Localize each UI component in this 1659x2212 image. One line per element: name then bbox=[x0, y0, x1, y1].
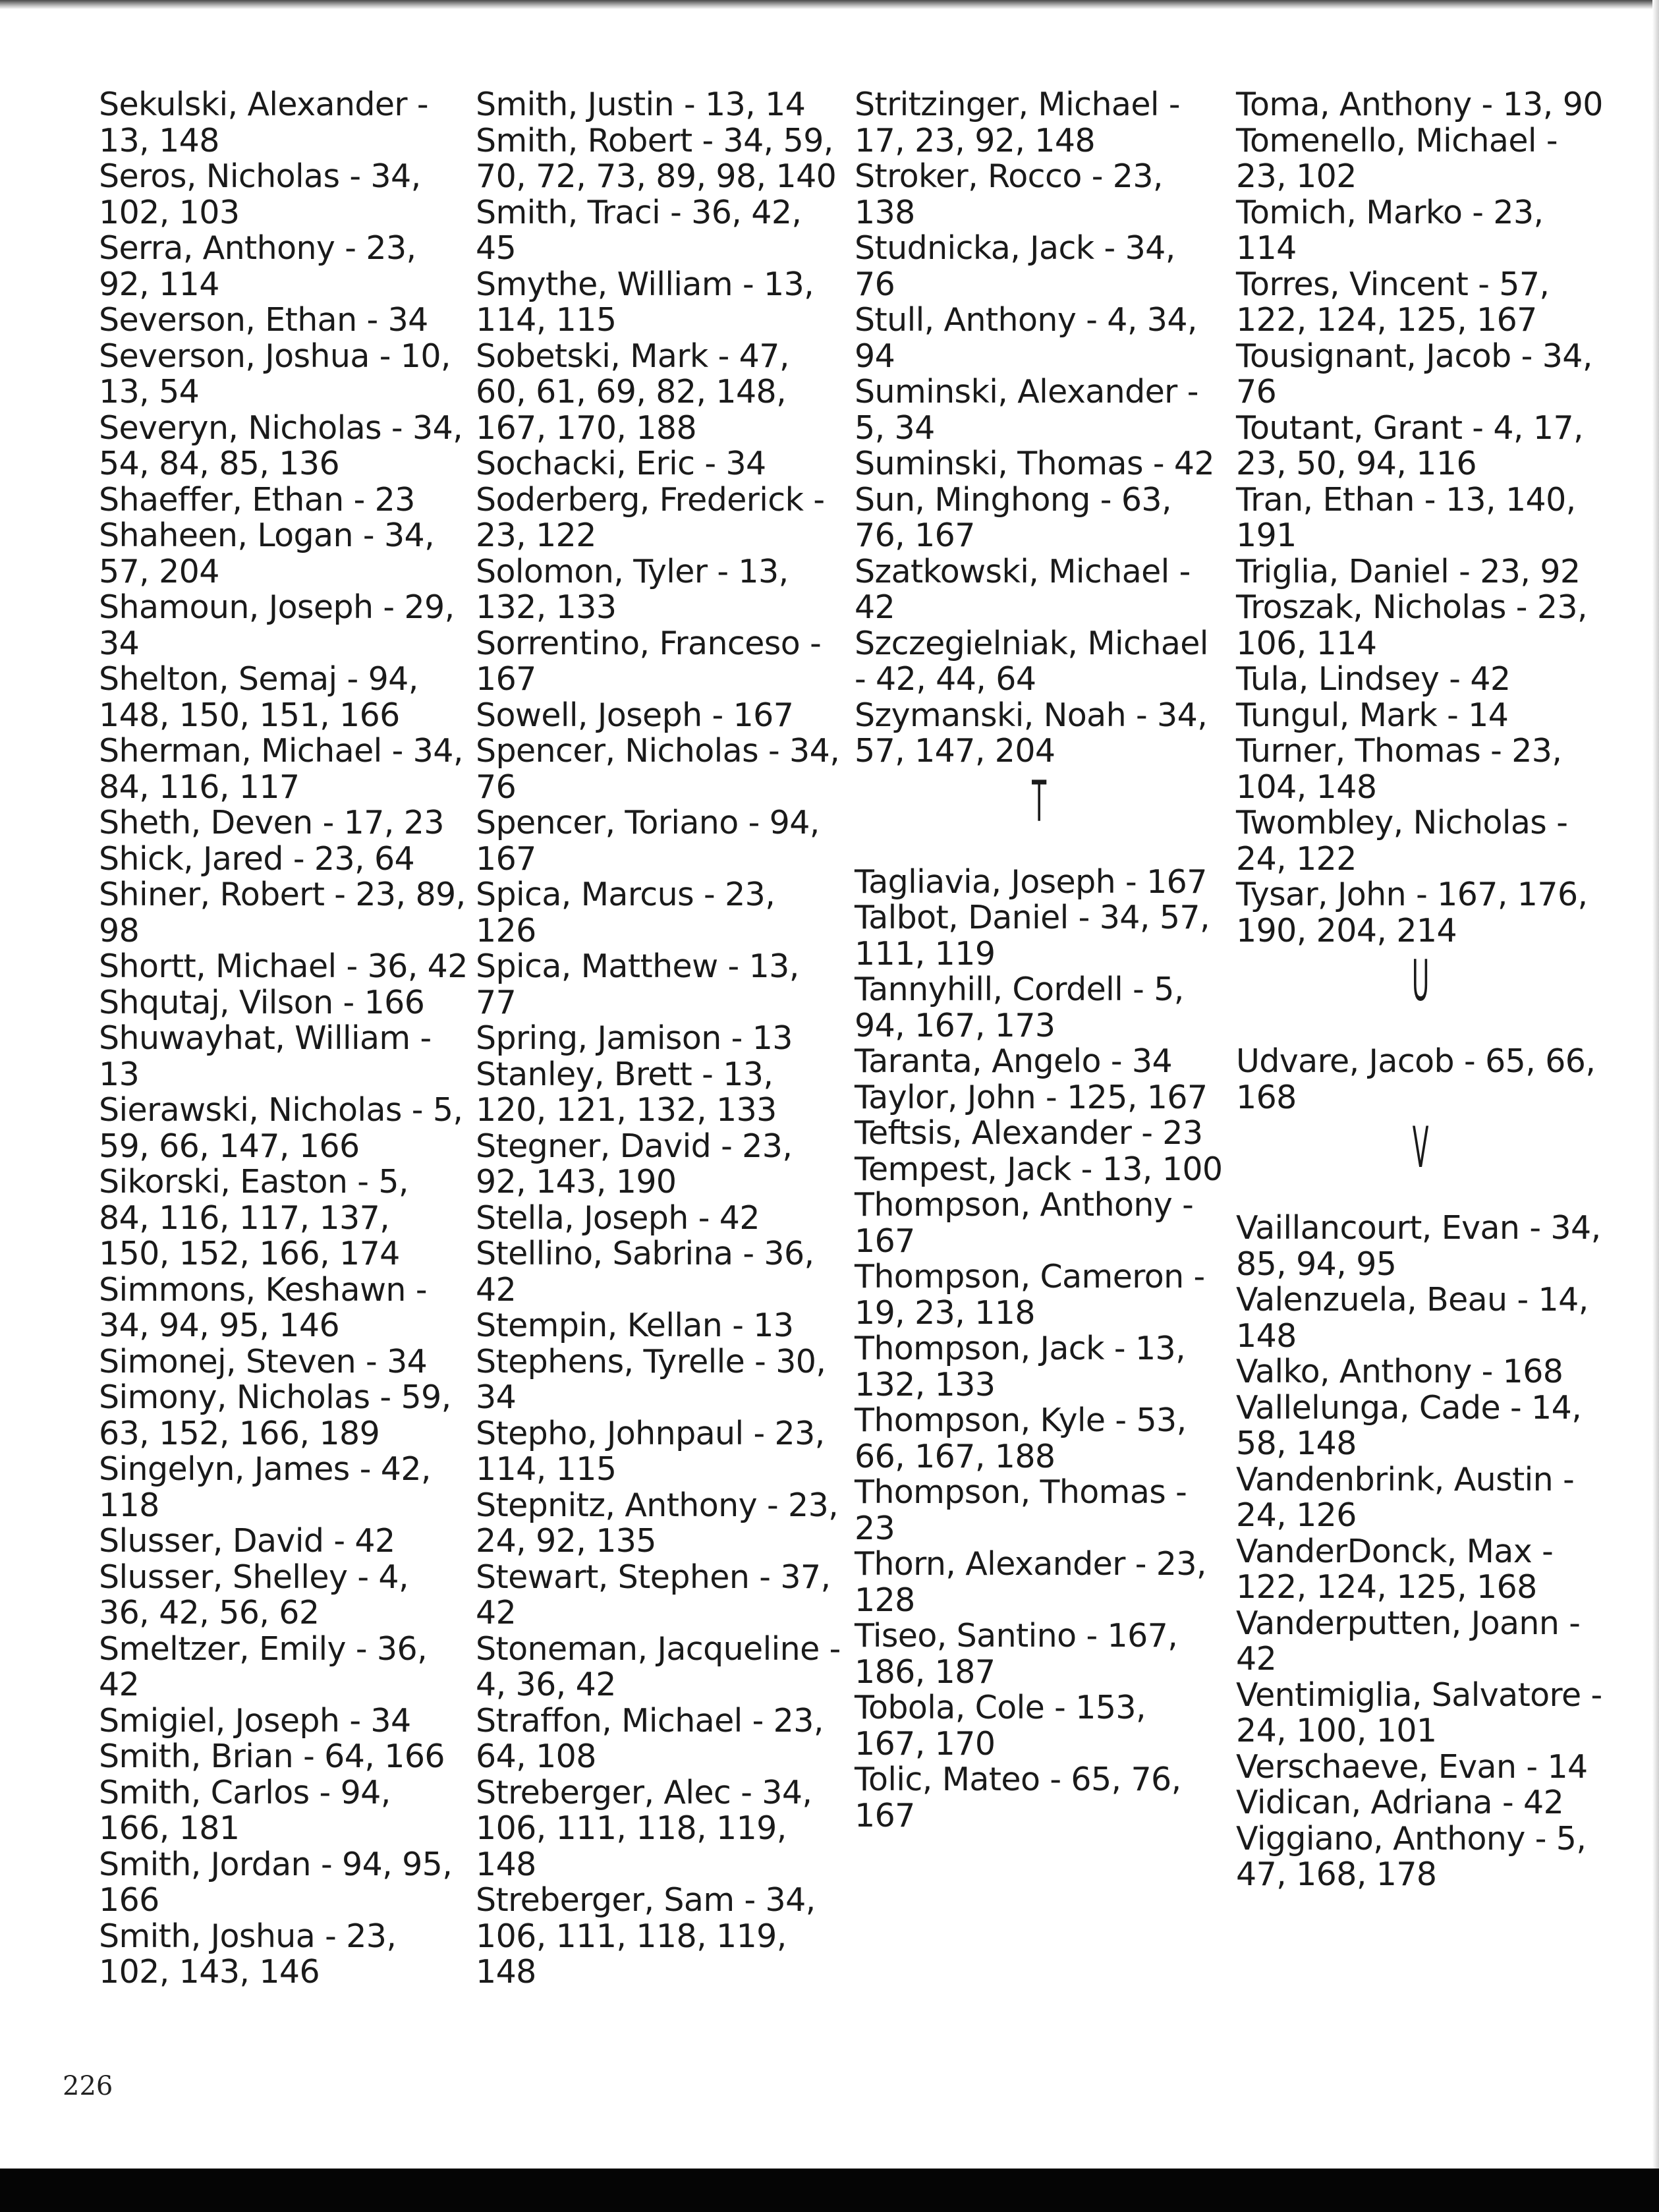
index-entry: Szatkowski, Michael - 42 bbox=[855, 552, 1191, 626]
index-entry: Tempest, Jack - 13, 100 bbox=[855, 1150, 1223, 1188]
index-list-t bbox=[855, 865, 1223, 1834]
index-entry: Thompson, Cameron - 19, 23, 118 bbox=[855, 1258, 1205, 1332]
index-entry: Tomenello, Michael - 23, 102 bbox=[1236, 121, 1558, 195]
index-entry: Ventimiglia, Salvatore - 24, 100, 101 bbox=[1236, 1676, 1602, 1749]
index-entry: Slusser, Shelley - 4, 36, 42, 56, 62 bbox=[99, 1558, 408, 1631]
index-entry: Simmons, Keshawn - 34, 94, 95, 146 bbox=[99, 1270, 427, 1344]
index-entry: Streberger, Alec - 34, 106, 111, 118, 119, 148 bbox=[476, 1773, 812, 1883]
index-entry: Tolic, Mateo - 65, 76, 167 bbox=[855, 1761, 1181, 1834]
index-entry: Seros, Nicholas - 34, 102, 103 bbox=[99, 157, 421, 231]
letter-heading-v: V bbox=[1412, 1115, 1429, 1181]
scan-top-edge bbox=[0, 0, 1659, 9]
index-entry: Stella, Joseph - 42 bbox=[476, 1199, 760, 1237]
index-list-v bbox=[1236, 1210, 1605, 1893]
index-entry: Spica, Marcus - 23, 126 bbox=[476, 876, 775, 950]
index-entry: Vanderputten, Joann - 42 bbox=[1236, 1604, 1581, 1678]
index-entry: Smith, Robert - 34, 59, 70, 72, 73, 89, 98, 140 bbox=[476, 121, 837, 195]
index-entry: Stepnitz, Anthony - 23, 24, 92, 135 bbox=[476, 1486, 839, 1560]
index-entry: Severson, Ethan - 34 bbox=[99, 301, 428, 339]
index-entry: Thompson, Kyle - 53, 66, 167, 188 bbox=[855, 1402, 1187, 1475]
index-entry: Stellino, Sabrina - 36, 42 bbox=[476, 1235, 814, 1309]
index-entry: Thompson, Anthony - 167 bbox=[855, 1186, 1194, 1260]
index-entry: Shaeffer, Ethan - 23 bbox=[99, 480, 415, 519]
index-entry: Sikorski, Easton - 5, 84, 116, 117, 137, 150, 152, 166, 174 bbox=[99, 1163, 408, 1272]
index-entry: Smith, Brian - 64, 166 bbox=[99, 1738, 445, 1775]
index-entry: Smythe, William - 13, 114, 115 bbox=[476, 265, 814, 339]
scan-bottom-edge bbox=[0, 2169, 1659, 2212]
index-entry: Suminski, Alexander - 5, 34 bbox=[855, 373, 1198, 447]
index-entry: Toutant, Grant - 4, 17, 23, 50, 94, 116 bbox=[1236, 409, 1583, 482]
index-entry: Vallelunga, Cade - 14, 58, 148 bbox=[1236, 1388, 1582, 1462]
index-entry: Studnicka, Jack - 34, 76 bbox=[855, 229, 1175, 303]
index-entry: Triglia, Daniel - 23, 92 bbox=[1236, 552, 1581, 590]
index-entry: Spica, Matthew - 13, 77 bbox=[476, 948, 799, 1021]
index-entry: Tobola, Cole - 153, 167, 170 bbox=[855, 1689, 1146, 1763]
index-entry: Tannyhill, Cordell - 5, 94, 167, 173 bbox=[855, 971, 1184, 1044]
index-entry: Shiner, Robert - 23, 89, 98 bbox=[99, 876, 466, 950]
index-entry: Vandenbrink, Austin - 24, 126 bbox=[1236, 1460, 1575, 1534]
index-entry: Slusser, David - 42 bbox=[99, 1522, 395, 1560]
index-entry: Smith, Jordan - 94, 95, 166 bbox=[99, 1845, 453, 1919]
index-list-u bbox=[1236, 1044, 1605, 1116]
index-entry: Stepho, Johnpaul - 23, 114, 115 bbox=[476, 1414, 825, 1488]
index-entry: Simonej, Steven - 34 bbox=[99, 1342, 428, 1380]
index-entry: Shaheen, Logan - 34, 57, 204 bbox=[99, 517, 435, 590]
index-entry: Stanley, Brett - 13, 120, 121, 132, 133 bbox=[476, 1055, 777, 1129]
index-entry: Shortt, Michael - 36, 42 bbox=[99, 948, 468, 985]
index-entry: Udvare, Jacob - 65, 66, 168 bbox=[1236, 1042, 1596, 1116]
index-entry: Sochacki, Eric - 34 bbox=[476, 445, 766, 482]
index-list-s bbox=[855, 87, 1223, 770]
index-entry: Serra, Anthony - 23, 92, 114 bbox=[99, 229, 416, 303]
index-entry: Vidican, Adriana - 42 bbox=[1236, 1784, 1564, 1821]
index-entry: Toma, Anthony - 13, 90 bbox=[1236, 86, 1603, 123]
index-entry: VanderDonck, Max - 122, 124, 125, 168 bbox=[1236, 1532, 1554, 1606]
index-entry: Spring, Jamison - 13 bbox=[476, 1019, 793, 1057]
index-entry: Torres, Vincent - 57, 122, 124, 125, 167 bbox=[1236, 265, 1550, 339]
index-entry: Taranta, Angelo - 34 bbox=[855, 1042, 1173, 1080]
scan-right-edge bbox=[1652, 0, 1659, 2212]
index-entry: Smith, Joshua - 23, 102, 143, 146 bbox=[99, 1917, 397, 1991]
index-entry: Shuwayhat, William - 13 bbox=[99, 1019, 432, 1093]
index-entry: Tousignant, Jacob - 34, 76 bbox=[1236, 337, 1592, 411]
index-entry: Soderberg, Frederick - 23, 122 bbox=[476, 480, 825, 554]
letter-heading-u: U bbox=[1411, 948, 1430, 1014]
index-entry: Smigiel, Joseph - 34 bbox=[99, 1701, 411, 1740]
index-entry: Tagliavia, Joseph - 167 bbox=[855, 863, 1207, 901]
index-entry: Stewart, Stephen - 37, 42 bbox=[476, 1558, 831, 1631]
index-entry: Shick, Jared - 23, 64 bbox=[99, 839, 415, 878]
index-entry: Severyn, Nicholas - 34, 54, 84, 85, 136 bbox=[99, 409, 463, 482]
index-entry: Thompson, Jack - 13, 132, 133 bbox=[855, 1330, 1186, 1404]
index-entry: Szymanski, Noah - 34, 57, 147, 204 bbox=[855, 696, 1208, 770]
index-entry: Smith, Justin - 13, 14 bbox=[476, 86, 806, 123]
index-entry: Tran, Ethan - 13, 140, 191 bbox=[1236, 480, 1576, 554]
index-entry: Sierawski, Nicholas - 5, 59, 66, 147, 166 bbox=[99, 1091, 463, 1165]
index-entry: Suminski, Thomas - 42 bbox=[855, 445, 1215, 482]
index-entry: Solomon, Tyler - 13, 132, 133 bbox=[476, 552, 789, 626]
index-entry: Valko, Anthony - 168 bbox=[1236, 1353, 1563, 1390]
index-entry: Stritzinger, Michael - 17, 23, 92, 148 bbox=[855, 86, 1180, 159]
index-entry: Straffon, Michael - 23, 64, 108 bbox=[476, 1701, 824, 1775]
index-entry: Sobetski, Mark - 47, 60, 61, 69, 82, 148, 167, 170, 188 bbox=[476, 337, 789, 447]
index-entry: Severson, Joshua - 10, 13, 54 bbox=[99, 337, 451, 411]
index-entry: Troszak, Nicholas - 23, 106, 114 bbox=[1236, 588, 1587, 662]
index-column-4 bbox=[1236, 87, 1605, 1893]
index-entry: Thompson, Thomas - 23 bbox=[855, 1473, 1187, 1547]
index-entry: Streberger, Sam - 34, 106, 111, 118, 119, 148 bbox=[476, 1881, 816, 1991]
index-entry: Stempin, Kellan - 13 bbox=[476, 1307, 794, 1344]
index-entry: Taylor, John - 125, 167 bbox=[855, 1078, 1208, 1116]
index-entry: Sowell, Joseph - 167 bbox=[476, 696, 794, 734]
index-entry: Turner, Thomas - 23, 104, 148 bbox=[1236, 732, 1562, 806]
index-list-t-cont bbox=[1236, 87, 1605, 949]
index-entry: Twombley, Nicholas - 24, 122 bbox=[1236, 804, 1568, 878]
index-entry: Szczegielniak, Michael - 42, 44, 64 bbox=[855, 624, 1208, 698]
index-entry: Viggiano, Anthony - 5, 47, 168, 178 bbox=[1236, 1819, 1587, 1893]
index-entry: Smith, Carlos - 94, 166, 181 bbox=[99, 1773, 391, 1847]
index-entry: Shelton, Semaj - 94, 148, 150, 151, 166 bbox=[99, 660, 418, 734]
index-entry: Sorrentino, Franceso - 167 bbox=[476, 624, 822, 698]
index-entry: Smith, Traci - 36, 42, 45 bbox=[476, 193, 802, 267]
index-column-3 bbox=[855, 87, 1223, 1834]
index-entry: Sun, Minghong - 63, 76, 167 bbox=[855, 480, 1171, 554]
index-entry: Spencer, Nicholas - 34, 76 bbox=[476, 732, 840, 806]
index-entry: Sherman, Michael - 34, 84, 116, 117 bbox=[99, 732, 463, 806]
index-entry: Vaillancourt, Evan - 34, 85, 94, 95 bbox=[1236, 1209, 1601, 1283]
index-entry: Stoneman, Jacqueline - 4, 36, 42 bbox=[476, 1630, 841, 1703]
index-entry: Tiseo, Santino - 167, 186, 187 bbox=[855, 1617, 1178, 1691]
index-column-1 bbox=[99, 87, 468, 1991]
index-entry: Teftsis, Alexander - 23 bbox=[855, 1114, 1203, 1152]
page-number: 226 bbox=[63, 2071, 113, 2101]
letter-heading-t: T bbox=[1032, 768, 1046, 835]
index-entry: Shamoun, Joseph - 29, 34 bbox=[99, 588, 455, 662]
index-entry: Stephens, Tyrelle - 30, 34 bbox=[476, 1342, 826, 1416]
index-entry: Spencer, Toriano - 94, 167 bbox=[476, 804, 820, 878]
index-entry: Simony, Nicholas - 59, 63, 152, 166, 189 bbox=[99, 1378, 451, 1452]
index-entry: Tula, Lindsey - 42 bbox=[1236, 660, 1511, 698]
index-entry: Thorn, Alexander - 23, 128 bbox=[855, 1545, 1206, 1619]
index-entry: Tungul, Mark - 14 bbox=[1236, 696, 1509, 734]
index-entry: Stroker, Rocco - 23, 138 bbox=[855, 157, 1163, 231]
index-entry: Singelyn, James - 42, 118 bbox=[99, 1450, 431, 1524]
index-entry: Tysar, John - 167, 176, 190, 204, 214 bbox=[1236, 876, 1588, 950]
index-entry: Talbot, Daniel - 34, 57, 111, 119 bbox=[855, 899, 1210, 973]
index-entry: Shqutaj, Vilson - 166 bbox=[99, 983, 425, 1021]
index-entry: Sheth, Deven - 17, 23 bbox=[99, 804, 444, 841]
index-entry: Valenzuela, Beau - 14, 148 bbox=[1236, 1281, 1589, 1355]
index-column-2 bbox=[476, 87, 845, 1991]
index-entry: Verschaeve, Evan - 14 bbox=[1236, 1747, 1588, 1786]
index-entry: Stull, Anthony - 4, 34, 94 bbox=[855, 301, 1197, 375]
index-entry: Tomich, Marko - 23, 114 bbox=[1236, 193, 1544, 267]
index-entry: Sekulski, Alexander - 13, 148 bbox=[99, 86, 429, 159]
index-entry: Stegner, David - 23, 92, 143, 190 bbox=[476, 1127, 793, 1201]
index-entry: Smeltzer, Emily - 36, 42 bbox=[99, 1630, 428, 1703]
